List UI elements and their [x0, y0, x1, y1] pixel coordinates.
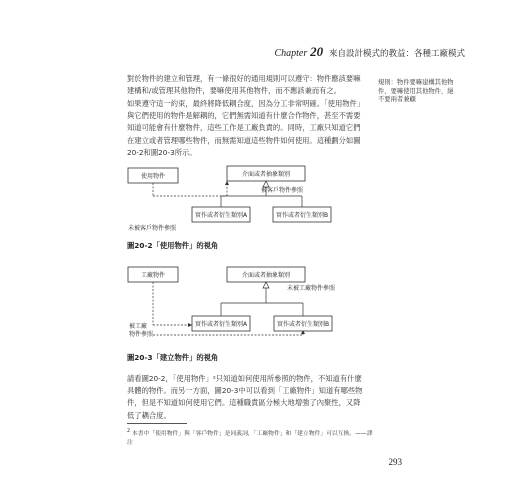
footnote-marker: 2 [127, 429, 131, 434]
footnote [127, 427, 377, 448]
unknown-reference-label: 未被客戶物件參照 [128, 225, 177, 232]
known-reference-label-2b: 物件參照 [129, 331, 154, 338]
impl-b-label: 實作或者衍生類別B [275, 212, 329, 219]
abstract-label: 介面或者抽象類別 [241, 171, 291, 178]
figure-20-3-diagram [127, 263, 387, 348]
known-reference-label: 被客戶物件參照 [261, 187, 304, 194]
unknown-reference-label-2: 未被工廠物件參照 [287, 285, 336, 292]
running-header [274, 44, 465, 60]
impl-a-label: 實作或者衍生類別A [194, 212, 248, 219]
chapter-number: 20 [310, 44, 324, 59]
figure-20-3-caption: 圖20-3「建立物件」的視角 [127, 353, 219, 362]
paragraph-2: 如果遵守這一約束，最終將降低耦合度，因為分工非常明確。「使用物件」與它們使用的物件是解耦的，它們無需知道有什麼合作物件，甚至不需要知道可能會有什麼物件，這些工作是工廠負責的。同時，工廠只知道它們在建立或者管理哪些物件，而無需知道這些物件如何使用。這種劃分如圖20-2和圖20-3所示。 [127, 99, 365, 157]
factory-object-label: 工廠物件 [140, 272, 166, 279]
footnote-text: 本書中「使用物件」與「客戶物件」是同義詞，「工廠物件」和「建立物件」可以互換。——譯注 [127, 430, 373, 446]
user-object-label: 使用物件 [140, 173, 166, 180]
chapter-word: Chapter [274, 48, 308, 59]
paragraph-1: 對於物件的建立和管理，有一條很好的通用規則可以遵守：物件應該要嘛建構和/或管理其他物件，要嘛使用其他物件，而不應該兼而有之。 [127, 74, 361, 96]
impl-a-label-2: 實作或者衍生類別A [194, 321, 248, 328]
impl-b-label-2: 實作或者衍生類別B [276, 321, 330, 328]
figure-20-2-caption: 圖20-2「使用物件」的視角 [127, 241, 219, 250]
figure-20-2-diagram [127, 158, 387, 238]
closing-paragraph: 請看圖20-2，「使用物件」²只知道如何使用所參照的物件，不知道有什麼具體的物件。而另一方面，圖20-3中可以看到「工廠物件」知道有哪些物件，但是不知道如何使用它們。這種職責區分極大地增強了內聚性，又降低了耦合度。 [127, 374, 363, 420]
abstract-label-2: 介面或者抽象類別 [241, 272, 291, 279]
page-number: 293 [388, 457, 402, 467]
sidebar-note: 規則：物件要嘛建構其他物件，要嘛使用其他物件，絕不要兩者兼顧 [378, 79, 454, 103]
known-reference-label-2a: 被工廠 [129, 323, 148, 330]
footnote-divider [127, 423, 187, 424]
chapter-title: 來自設計模式的教益：各種工廠模式 [328, 49, 465, 59]
